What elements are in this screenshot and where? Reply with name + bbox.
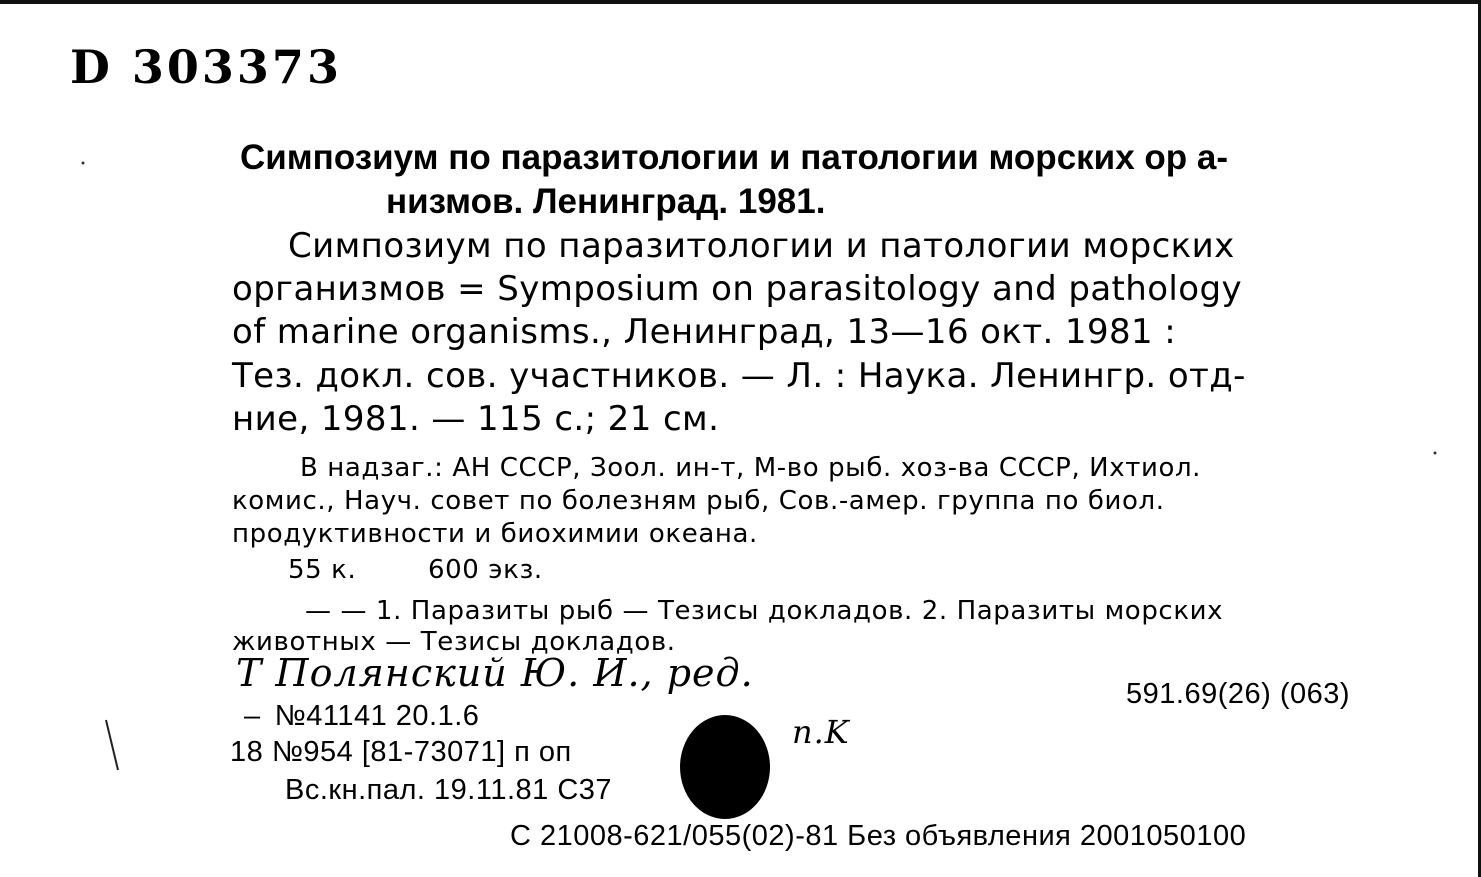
note-line-1: В надзаг.: АН СССР, Зоол. ин-т, М-во рыб. хоз-ва СССР, Ихтиол.: [300, 453, 1202, 483]
description-line-1: Симпозиум по паразитологии и патологии морских: [288, 226, 1235, 266]
pencil-stroke-mark: [100, 716, 130, 776]
ink-blot: [680, 715, 770, 819]
heading-line-1: Симпозиум по паразитологии и патологии морских ор а-: [240, 138, 1228, 177]
speck-mark-left: [78, 158, 88, 168]
handwritten-entry: Т Полянский Ю. И., ред.: [236, 651, 754, 695]
record-number: – №41141 20.1.6: [244, 700, 480, 732]
call-number: D 303373: [70, 40, 342, 94]
description-line-2: организмов = Symposium on parasitology and pathology: [232, 269, 1242, 309]
tracings-line-2: животных — Тезисы докладов.: [232, 627, 676, 657]
note-line-3: продуктивности и биохимии океана.: [232, 519, 758, 549]
record-number-text: №41141 20.1.6: [274, 700, 480, 732]
footer-line: С 21008-621/055(02)-81 Без объявления 2001050100: [510, 820, 1247, 852]
description-line-3: of marine organisms., Ленинград, 13—16 окт. 1981 :: [232, 312, 1177, 352]
handwritten-mark: n.K: [792, 713, 850, 751]
classification-number: 591.69(26) (063): [1126, 678, 1351, 710]
description-line-5: ние, 1981. — 115 с.; 21 см.: [232, 399, 720, 439]
price: 55 к.: [288, 555, 357, 585]
speck-mark: [1430, 448, 1440, 458]
tracings-line-1: — — 1. Паразиты рыб — Тезисы докладов. 2. Паразиты морских: [305, 596, 1224, 626]
note-line-2: комис., Науч. совет по болезням рыб, Сов.-амер. группа по биол.: [232, 486, 1165, 516]
description-line-4: Тез. докл. сов. участников. — Л. : Наука. Ленингр. отд-: [232, 356, 1246, 396]
sign-line: Вс.кн.пал. 19.11.81 С37: [285, 774, 613, 806]
order-line: 18 №954 [81-73071] п оп: [230, 736, 572, 768]
heading-line-2: низмов. Ленинград. 1981.: [386, 182, 826, 221]
copies: 600 экз.: [428, 555, 543, 585]
